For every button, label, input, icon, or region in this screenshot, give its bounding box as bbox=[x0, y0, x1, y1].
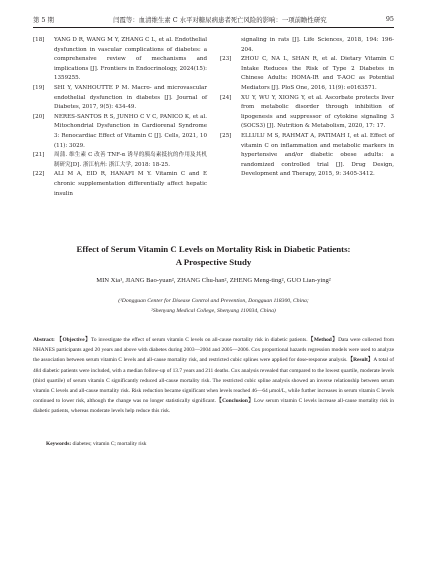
reference-list bbox=[33, 36, 394, 199]
author-list: MIN Xia¹, JIANG Bao-yuan², ZHANG Chu-han², ZHENG Meng-ting², GUO Lian-ying² bbox=[96, 277, 331, 284]
reference-indent bbox=[220, 36, 241, 55]
reference-item bbox=[33, 113, 207, 151]
reference-text: SHI Y, VANHOUTTE P M. Macro- and microvascular endothelial dysfunction in diabetes [J]. Journal of Diabetes, 2017, 9(5): 434-49. bbox=[54, 84, 207, 111]
reference-item bbox=[220, 55, 394, 93]
reference-item bbox=[33, 170, 207, 199]
running-title: 闫霞等：血清维生素 C 水平对糖尿病患者死亡风险的影响：一项前瞻性研究 bbox=[113, 15, 327, 24]
reference-column-left bbox=[33, 36, 207, 199]
keywords bbox=[46, 439, 394, 449]
result-label: 【Result】 bbox=[347, 357, 374, 364]
abstract-label: Abstract: bbox=[33, 337, 55, 343]
affiliation-line: ²Shenyang Medical College, Shenyang 110034, China) bbox=[151, 308, 276, 315]
reference-text: 周蒲. 维生素 C 改善 TNF-α 诱导的胰岛素抵抗的作用及其机制研究[D]. 浙江杭州: 浙江大学, 2018: 18-25. bbox=[54, 152, 207, 168]
article-title-line: A Prospective Study bbox=[175, 256, 252, 267]
abstract bbox=[33, 335, 394, 417]
reference-text: XU Y, WU Y, XIONG Y, et al. Ascorbate protects liver from metabolic disorder through inhibition of lipogenesis and suppressor of cytokine signaling 3 (SOCS3) [J]. Nutrition & Metabolism, 2020, 17: 17. bbox=[241, 94, 394, 130]
affiliation-line: (¹Dongguan Center for Disease Control and Prevention, Dongguan 118300, China; bbox=[118, 298, 309, 304]
reference-number: [18] bbox=[33, 37, 45, 43]
reference-text: ZHOU C, NA L, SHAN R, et al. Dietary Vitamin C Intake Reduces the Risk of Type 2 Diabetes in Chinese Adults: HOMA-IR and T-AOC as Potential Mediators [J]. PloS One, 2016, 11(9): e0163571. bbox=[241, 56, 394, 91]
reference-number: [25] bbox=[220, 132, 232, 139]
reference-item bbox=[220, 132, 394, 180]
reference-text: ELLULU M S, RAHMAT A, PATIMAH I, et al. Effect of vitamin C on inflammation and metabolic markers in hypertensive and/or diabetic obese adults: a randomized controlled trial [J]. Drug Design, Development and Therapy, 2015, 9: 3405-3412. bbox=[241, 132, 394, 178]
reference-number: [19] bbox=[33, 84, 45, 91]
reference-number: [23] bbox=[220, 56, 232, 63]
reference-continuation: signaling in rats [J]. Life Sciences, 2018, 194: 196-204. bbox=[241, 37, 394, 53]
reference-number: [21] bbox=[33, 152, 45, 159]
header-rule bbox=[33, 27, 394, 28]
reference-text: YANG D R, WANG M Y, ZHANG C L, et al. Endothelial dysfunction in vascular complications of diabetes: a comprehensive review of mechanisms and implications [J]. Frontiers in Endocrinology, 2024(15): 1359255. bbox=[54, 37, 207, 82]
conclusion-label: 【Conclusion】 bbox=[215, 398, 254, 405]
issue-number: 第 5 期 bbox=[33, 15, 54, 24]
method-text: Data were collected from NHANES participants aged 20 years and above with diabetes during 2003—2004 and 2005—2006. Cox proportional hazards regression models were used to analyze the association between serum vitamin C levels and all-cause mortality risk, and restricted cubic splines were applied for dose-response analysis. bbox=[33, 337, 395, 364]
keywords-text: diabetes; vitamin C; mortality risk bbox=[72, 441, 147, 447]
reference-number: [24] bbox=[220, 94, 232, 101]
objective-label: 【Objective】 bbox=[56, 337, 91, 343]
reference-item bbox=[33, 84, 207, 113]
reference-item bbox=[220, 94, 394, 132]
article-title-line: Effect of Serum Vitamin C Levels on Mortality Risk in Diabetic Patients: bbox=[76, 244, 351, 254]
page-number: 95 bbox=[385, 15, 394, 23]
page-header bbox=[33, 12, 394, 26]
keywords-label: Keywords: bbox=[46, 441, 72, 447]
reference-item bbox=[220, 36, 394, 55]
reference-number: [20] bbox=[33, 113, 45, 120]
conclusion-text: Low serum vitamin C levels increase all-cause mortality risk in diabetic patients, whereas moderate levels help reduce this risk. bbox=[33, 398, 394, 415]
article-title bbox=[33, 243, 394, 268]
objective-text: To investigate the effect of serum vitamin C levels on all-cause mortality risk in diabetic patients. bbox=[90, 337, 308, 343]
reference-item bbox=[33, 36, 207, 84]
reference-text: ALI M A, EID R, HANAFI M Y. Vitamin C and E chronic supplementation differentially affect hepatic insulin bbox=[54, 171, 207, 197]
reference-text: NERES-SANTOS R S, JUNHO C V C, PANICO K, et al. Mitochondrial Dysfunction in Cardiorenal Syndrome 3: Renocardiac Effect of Vitamin C [J]. Cells, 2021, 10 (11): 3029. bbox=[54, 113, 207, 149]
affiliations bbox=[33, 296, 394, 317]
reference-item bbox=[33, 151, 207, 170]
reference-number: [22] bbox=[33, 171, 45, 178]
method-label: 【Method】 bbox=[307, 337, 339, 343]
result-text: A total of 484 diabetic patients were included, with a median follow-up of 13.7 years and 211 deaths. Cox analysis revealed that compared to the lowest quartile, moderate levels (third quartile) of serum vitamin C significantly reduced all-cause mortality risk. The restricted cubic spline analysis showed an inverse relationship between serum vitamin C levels and all-cause mortality risk. Risk reduction became significant when levels reached 46—64 μmol/L, while further increases in serum vitamin C levels continued to lower risk, although the change was no longer statistically significant. bbox=[33, 357, 394, 405]
reference-column-right bbox=[220, 36, 394, 199]
